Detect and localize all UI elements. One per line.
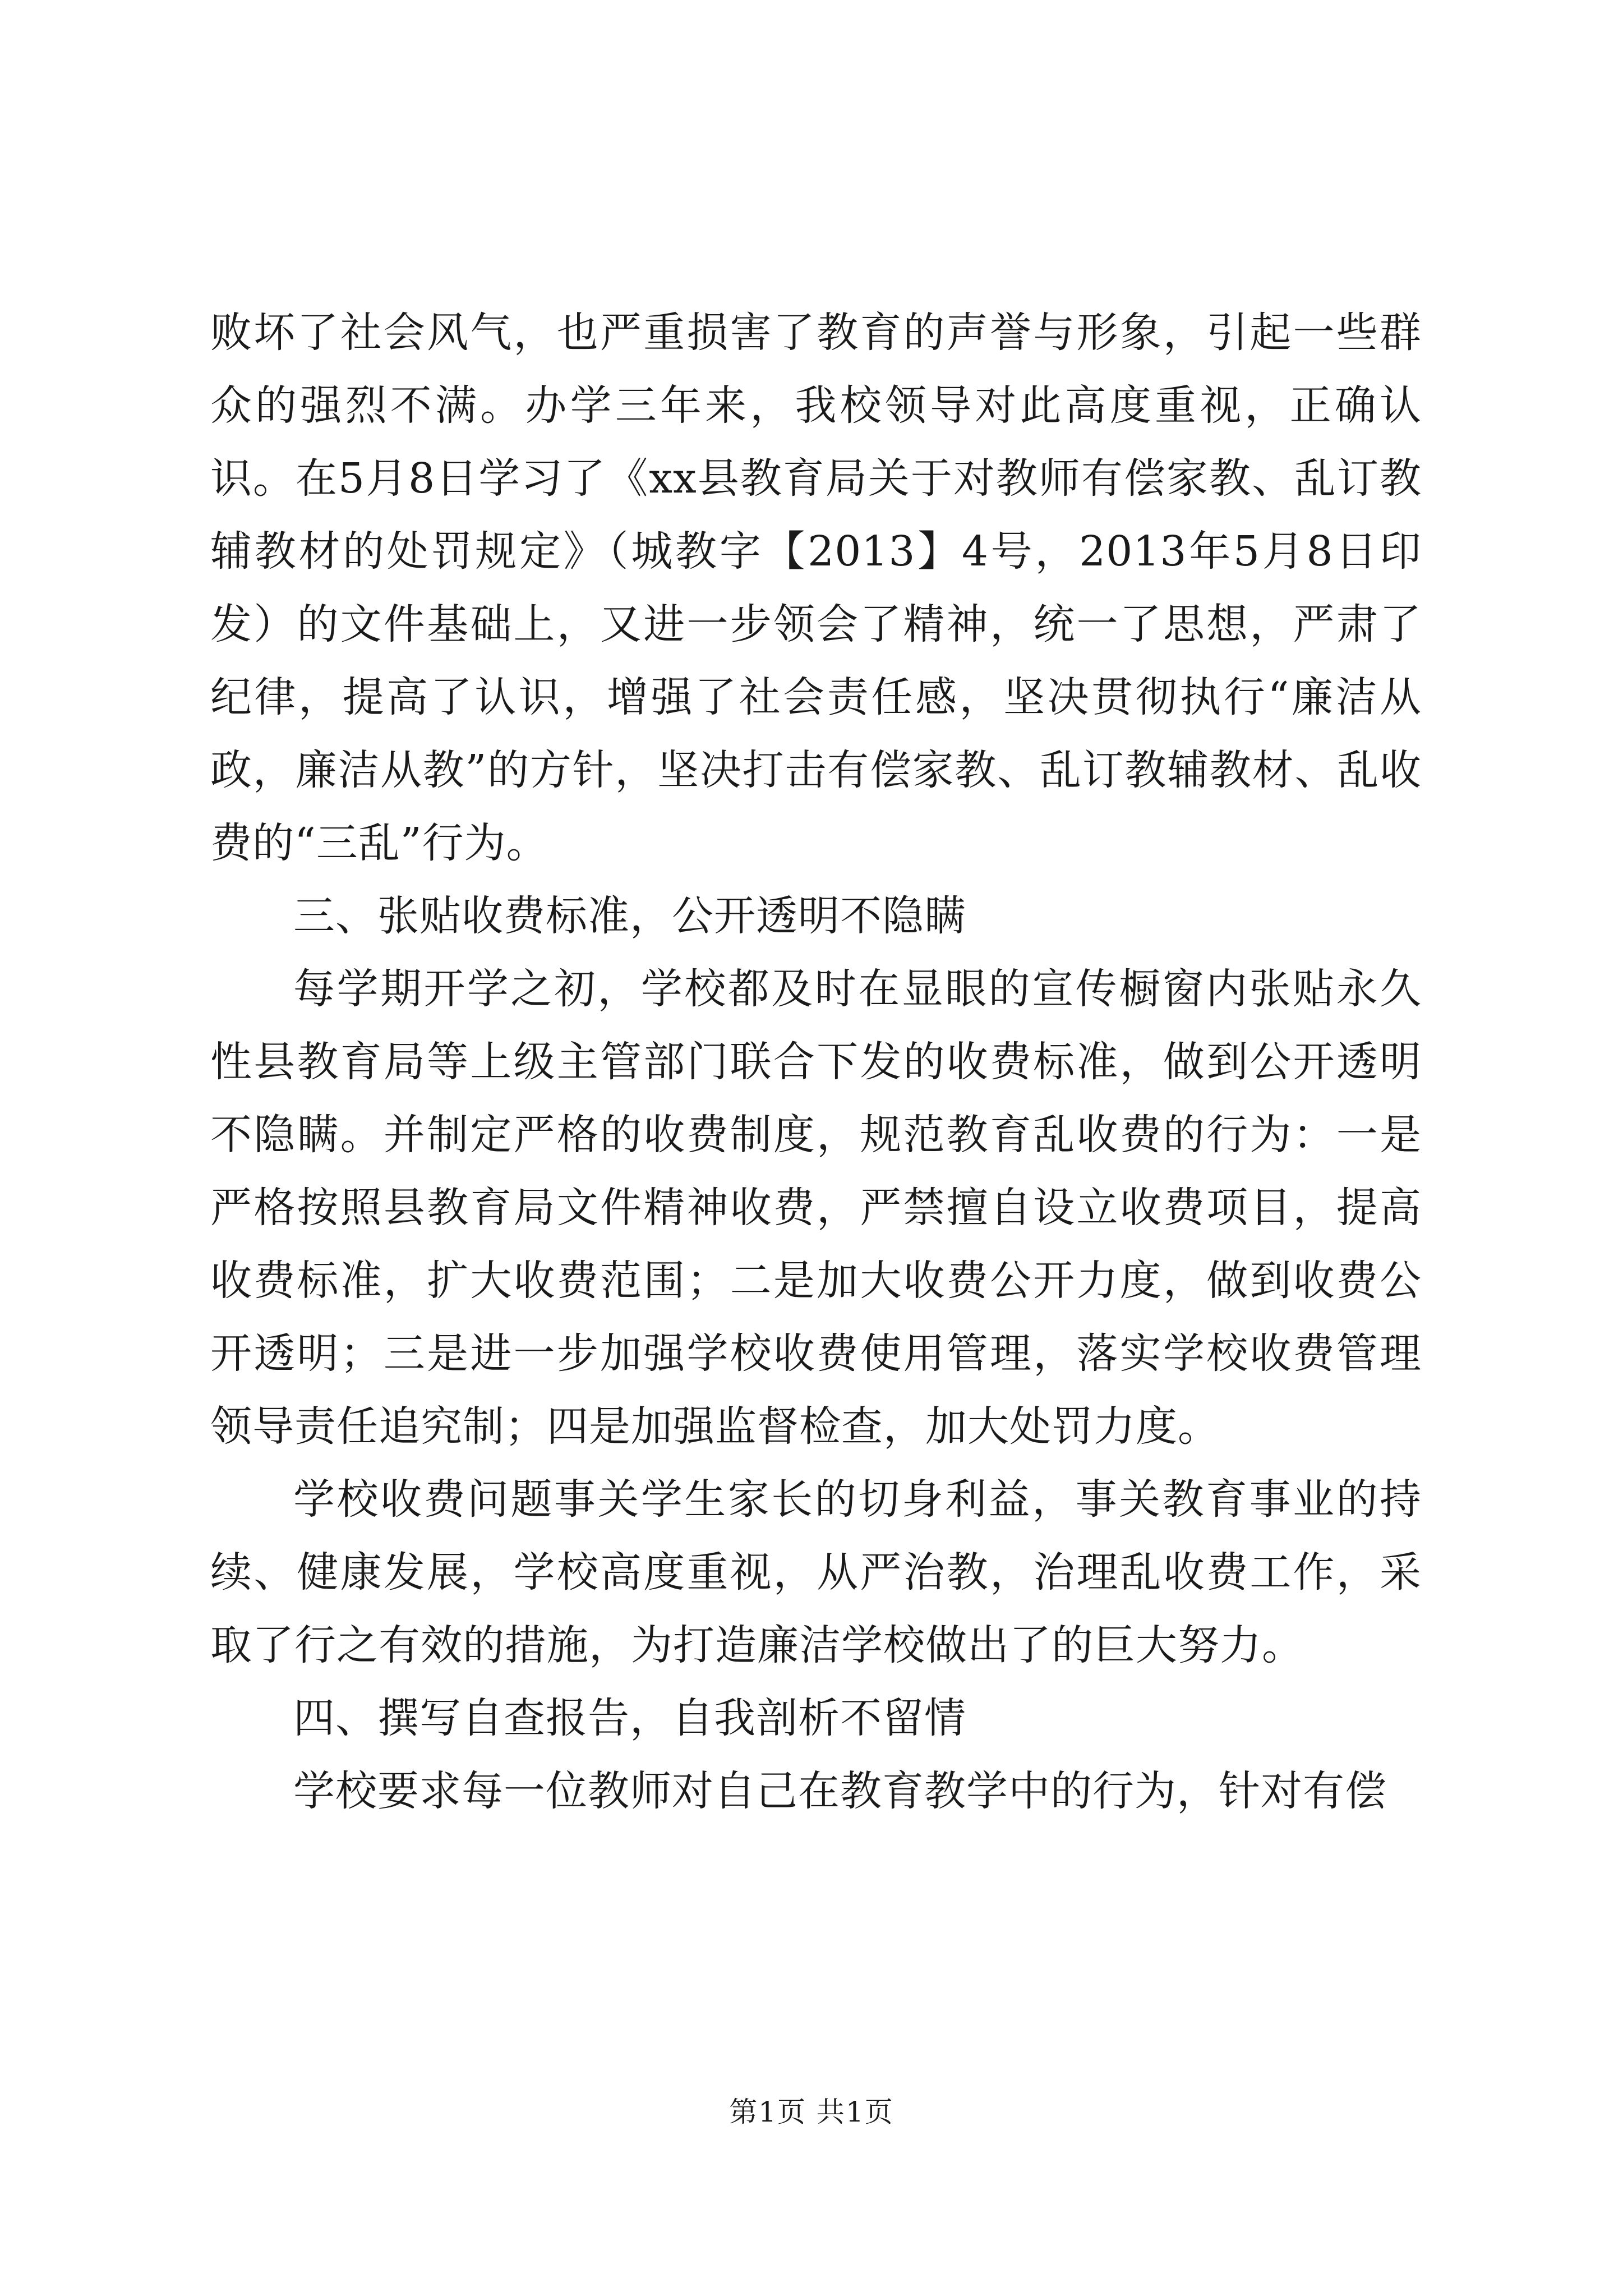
paragraph-self-report: 学校要求每一位教师对自己在教育教学中的行为，针对有偿 <box>293 1767 1387 1815</box>
section-heading-3: 三、张贴收费标准，公开透明不隐瞒 <box>293 892 966 940</box>
document-body <box>210 296 1422 1828</box>
page-footer: 第1页 共1页 <box>729 2096 894 2128</box>
paragraph-fee-standards: 每学期开学之初，学校都及时在显眼的宣传橱窗内张贴永久性县教育局等上级主管部门联合下发的收费标准，做到公开透明不隐瞒。并制定严格的收费制度，规范教育乱收费的行为：一是严格按照县教育局文件精神收费，严禁擅自设立收费项目，提高收费标准，扩大收费范围；二是加大收费公开力度，做到收费公开透明；三是进一步加强学校收费使用管理，落实学校收费管理领导责任追究制；四是加强监督检查，加大处罚力度。 <box>210 965 1422 1451</box>
section-heading-4: 四、撰写自查报告，自我剖析不留情 <box>293 1694 966 1742</box>
paragraph-continuation: 败坏了社会风气，也严重损害了教育的声誉与形象，引起一些群众的强烈不满。办学三年来，我校领导对此高度重视，正确认识。在5月8日学习了《xx县教育局关于对教师有偿家教、乱订教辅教材的处罚规定》（城教字【2013】4号，2013年5月8日印发）的文件基础上，又进一步领会了精神，统一了思想，严肃了纪律，提高了认识，增强了社会责任感，坚决贯彻执行“廉洁从政，廉洁从教”的方针，坚决打击有偿家教、乱订教辅教材、乱收费的“三乱”行为。 <box>210 309 1422 867</box>
paragraph-fee-importance: 学校收费问题事关学生家长的切身利益，事关教育事业的持续、健康发展，学校高度重视，从严治教，治理乱收费工作，采取了行之有效的措施，为打造廉洁学校做出了的巨大努力。 <box>210 1475 1422 1669</box>
